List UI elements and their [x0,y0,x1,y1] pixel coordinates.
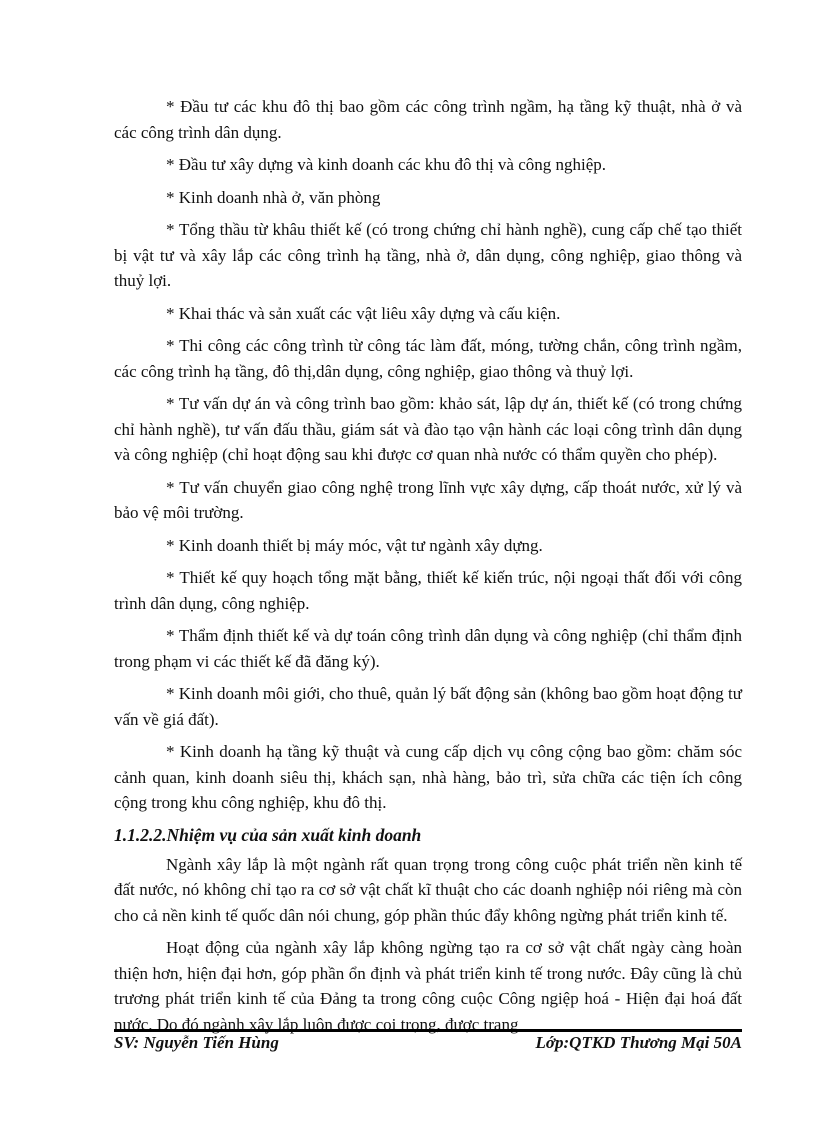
list-item: * Kinh doanh thiết bị máy móc, vật tư ngành xây dựng. [166,535,543,555]
footer-divider [114,1029,742,1032]
page-content [114,94,742,1044]
document-page [114,0,742,1123]
list-item: * Kinh doanh hạ tầng kỹ thuật và cung cấp dịch vụ công cộng bao gồm: chăm sóc cảnh quan, kinh doanh siêu thị, khách sạn, nhà hàng, bảo trì, sửa chữa các tiện ích công cộng trong khu công nghiệp, khu đô thị. [114,742,742,812]
section-heading: 1.1.2.2.Nhiệm vụ của sản xuất kinh doanh [114,824,422,845]
list-item: * Đầu tư xây dựng và kinh doanh các khu đô thị và công nghiệp. [166,155,607,174]
footer-class-name: Lớp:QTKD Thương Mại 50A [535,1033,742,1052]
list-item: * Tư vấn chuyển giao công nghệ trong lĩnh vực xây dựng, cấp thoát nước, xử lý và bảo vệ môi trường. [114,477,742,522]
list-item: * Kinh doanh nhà ở, văn phòng [166,187,381,207]
list-item: * Thiết kế quy hoạch tổng mặt bằng, thiết kế kiến trúc, nội ngoại thất đối với công trình dân dụng, công nghiệp. [114,568,742,613]
list-item: * Tổng thầu từ khâu thiết kế (có trong chứng chỉ hành nghề), cung cấp chế tạo thiết bị vật tư và xây lắp các công trình hạ tầng, nhà ở, dân dụng, công nghiệp, giao thông và thuỷ lợi. [114,220,742,290]
footer-student-name: SV: Nguyễn Tiến Hùng [114,1033,279,1052]
list-item: * Thẩm định thiết kế và dự toán công trình dân dụng và công nghiệp (chỉ thẩm định trong phạm vi các thiết kế đã đăng ký). [114,626,742,671]
list-item: * Thi công các công trình từ công tác làm đất, móng, tường chắn, công trình ngầm, các công trình hạ tầng, đô thị,dân dụng, công nghiệp, giao thông và thuỷ lợi. [114,336,742,381]
list-item: * Kinh doanh môi giới, cho thuê, quản lý bất động sản (không bao gồm hoạt động tư vấn về giá đất). [114,684,742,729]
list-item: * Tư vấn dự án và công trình bao gồm: khảo sát, lập dự án, thiết kế (có trong chứng chỉ hành nghề), tư vấn đấu thầu, giám sát và đào tạo vận hành các loại công trình dân dụng và công nghiệp (chỉ hoạt động sau khi được cơ quan nhà nước có thẩm quyền cho phép). [114,394,742,464]
list-item: * Khai thác và sản xuất các vật liêu xây dựng và cấu kiện. [166,303,561,323]
body-paragraph: Hoạt động của ngành xây lắp không ngừng tạo ra cơ sở vật chất ngày càng hoàn thiện hơn, hiện đại hơn, góp phần ổn định và phát triển kinh tế trong nước. Đây cũng là chủ trương phát triển kinh tế của Đảng ta trong công cuộc Công ngiệp hoá - Hiện đại hoá đất nước. Do đó ngành xây lắp luôn được coi trọng, được trang [114,938,742,1034]
body-paragraph: Ngành xây lắp là một ngành rất quan trọng trong công cuộc phát triển nền kinh tế đất nước, nó không chỉ tạo ra cơ sở vật chất kĩ thuật cho các doanh nghiệp nói riêng mà còn cho cả nền kinh tế quốc dân nói chung, góp phần thúc đẩy không ngừng phát triển kinh tế. [114,854,742,925]
list-item: * Đầu tư các khu đô thị bao gồm các công trình ngầm, hạ tầng kỹ thuật, nhà ở và các công trình dân dụng. [114,97,742,142]
